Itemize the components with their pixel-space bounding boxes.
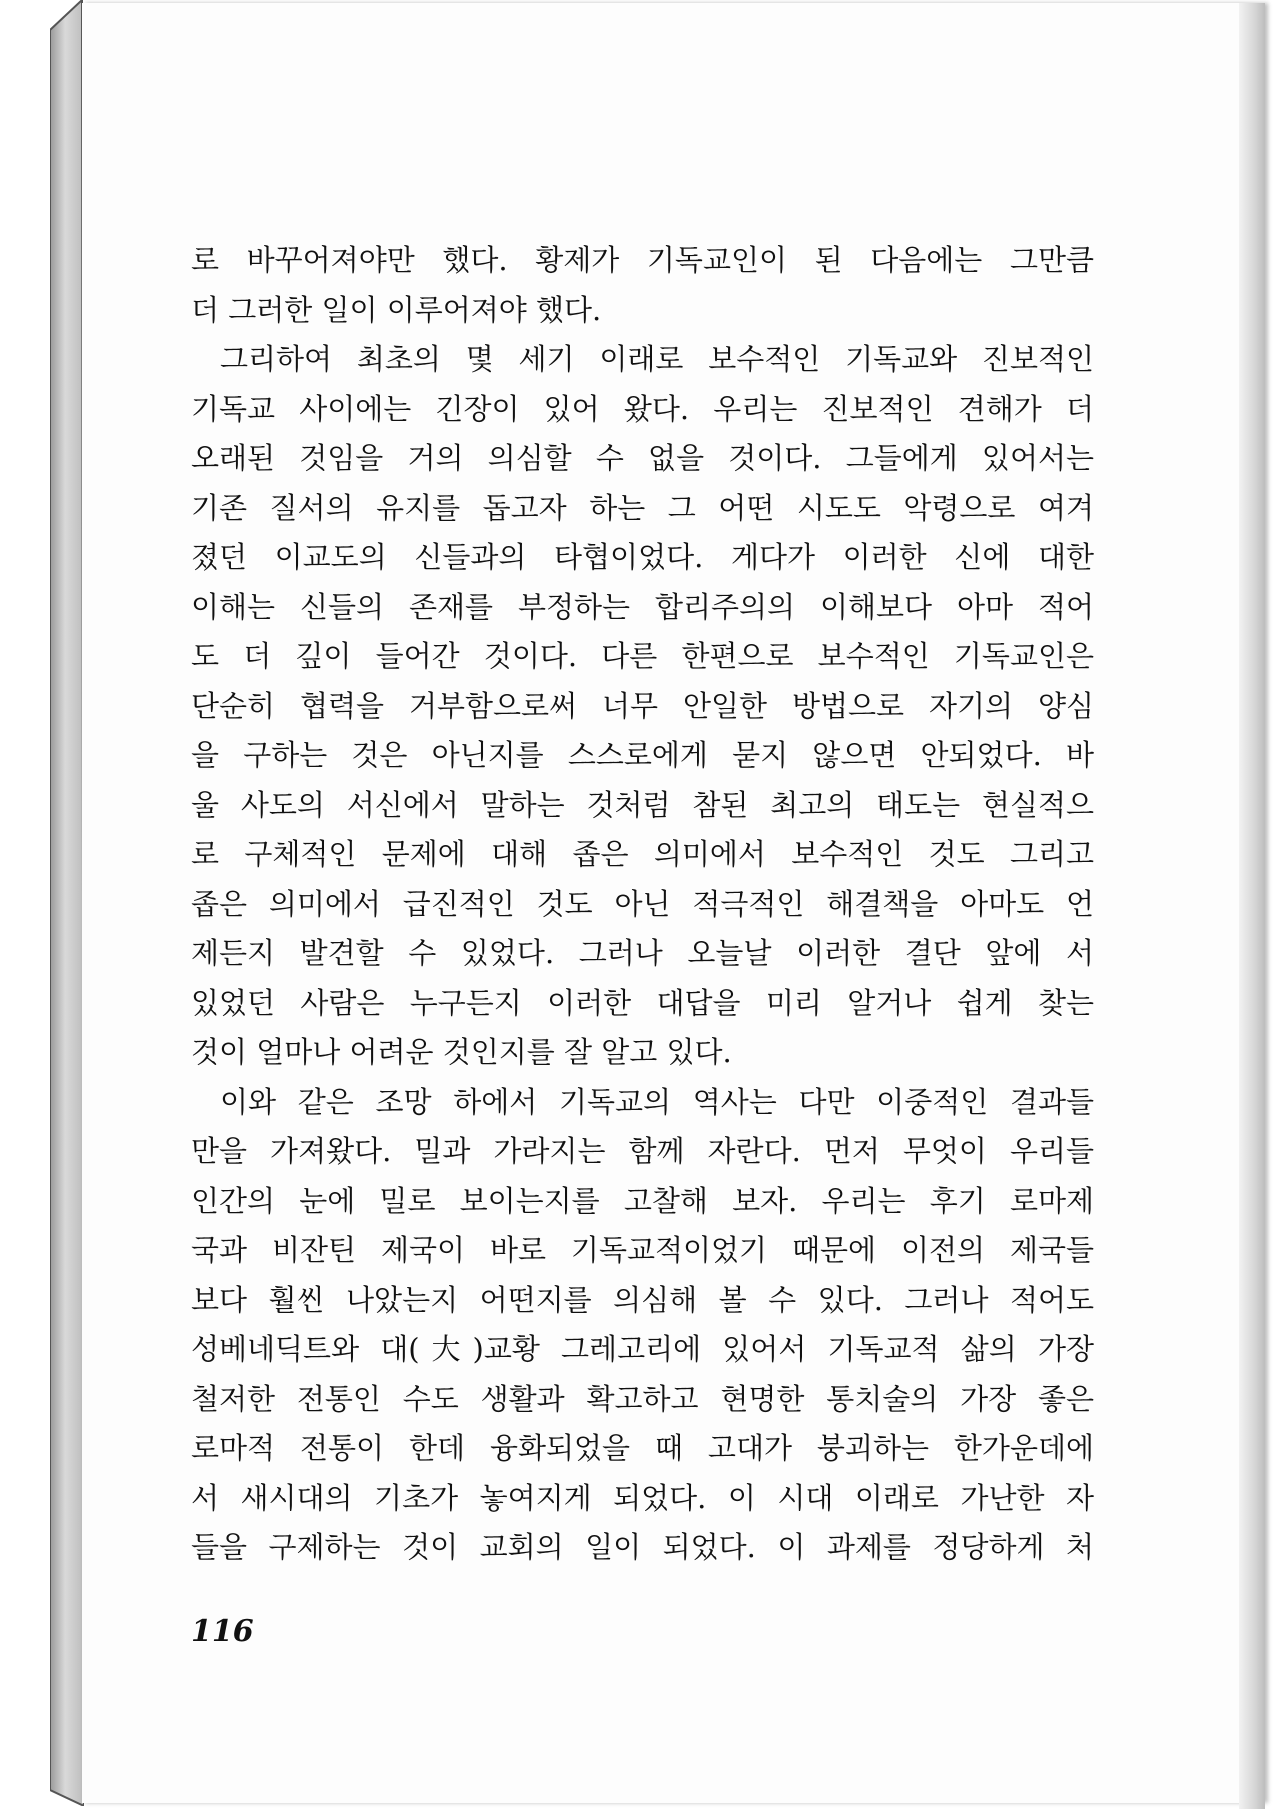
text-line: 국과 비잔틴 제국이 바로 기독교적이었기 때문에 이전의 제국들: [191, 1233, 1094, 1267]
text-line: 제든지 발견할 수 있었다. 그러나 오늘날 이러한 결단 앞에 서: [191, 936, 1094, 970]
text-line: 울 사도의 서신에서 말하는 것처럼 참된 최고의 태도는 현실적으: [191, 787, 1094, 822]
text-line: 좁은 의미에서 급진적인 것도 아닌 적극적인 해결책을 아마도 언: [191, 886, 1094, 921]
text-line: 로 바꾸어져야만 했다. 황제가 기독교인이 된 다음에는 그만큼: [191, 243, 1094, 277]
text-line: 것이 얼마나 어려운 것인지를 잘 알고 있다.: [191, 1035, 732, 1069]
body-text: [191, 236, 1094, 1573]
text-line: 서 새시대의 기초가 놓여지게 되었다. 이 시대 이래로 가난한 자: [191, 1480, 1094, 1515]
text-line: 성베네딕트와 대(大)교황 그레고리에 있어서 기독교적 삶의 가장: [191, 1332, 1094, 1366]
text-line: 기독교 사이에는 긴장이 있어 왔다. 우리는 진보적인 견해가 더: [191, 391, 1094, 426]
text-line: 로마적 전통이 한데 융화되었을 때 고대가 붕괴하는 한가운데에: [191, 1431, 1094, 1465]
book-spine: [50, 0, 84, 1806]
text-line: 기존 질서의 유지를 돕고자 하는 그 어떤 시도도 악령으로 여겨: [191, 490, 1094, 525]
text-line: 을 구하는 것은 아닌지를 스스로에게 묻지 않으면 안되었다. 바: [191, 738, 1094, 772]
text-line: 로 구체적인 문제에 대해 좁은 의미에서 보수적인 것도 그리고: [191, 837, 1094, 871]
text-line: 단순히 협력을 거부함으로써 너무 안일한 방법으로 자기의 양심: [191, 688, 1094, 723]
text-line: 졌던 이교도의 신들과의 타협이었다. 게다가 이러한 신에 대한: [191, 540, 1094, 574]
text-line: 있었던 사람은 누구든지 이러한 대답을 미리 알거나 쉽게 찾는: [191, 985, 1094, 1020]
text-line: 보다 훨씬 나았는지 어떤지를 의심해 볼 수 있다. 그러나 적어도: [191, 1282, 1094, 1317]
text-line: 만을 가져왔다. 밀과 가라지는 함께 자란다. 먼저 무엇이 우리들: [191, 1134, 1094, 1168]
text-line: 이해는 신들의 존재를 부정하는 합리주의의 이해보다 아마 적어: [191, 589, 1094, 624]
spine-shading: [50, 0, 84, 1806]
text-line: 오래된 것임을 거의 의심할 수 없을 것이다. 그들에게 있어서는: [191, 441, 1094, 475]
text-line: 이와 같은 조망 하에서 기독교의 역사는 다만 이중적인 결과들: [220, 1084, 1094, 1119]
text-line: 더 그러한 일이 이루어져야 했다.: [191, 292, 602, 327]
text-line: 철저한 전통인 수도 생활과 확고하고 현명한 통치술의 가장 좋은: [191, 1381, 1094, 1416]
text-line: 그리하여 최초의 몇 세기 이래로 보수적인 기독교와 진보적인: [220, 342, 1094, 376]
page-number: 116: [191, 1614, 254, 1649]
page-edge-shadow: [1239, 3, 1265, 1809]
text-line: 인간의 눈에 밀로 보이는지를 고찰해 보자. 우리는 후기 로마제: [191, 1183, 1094, 1218]
text-line: 도 더 깊이 들어간 것이다. 다른 한편으로 보수적인 기독교인은: [191, 639, 1094, 673]
text-line: 들을 구제하는 것이 교회의 일이 되었다. 이 과제를 정당하게 처: [191, 1530, 1094, 1564]
